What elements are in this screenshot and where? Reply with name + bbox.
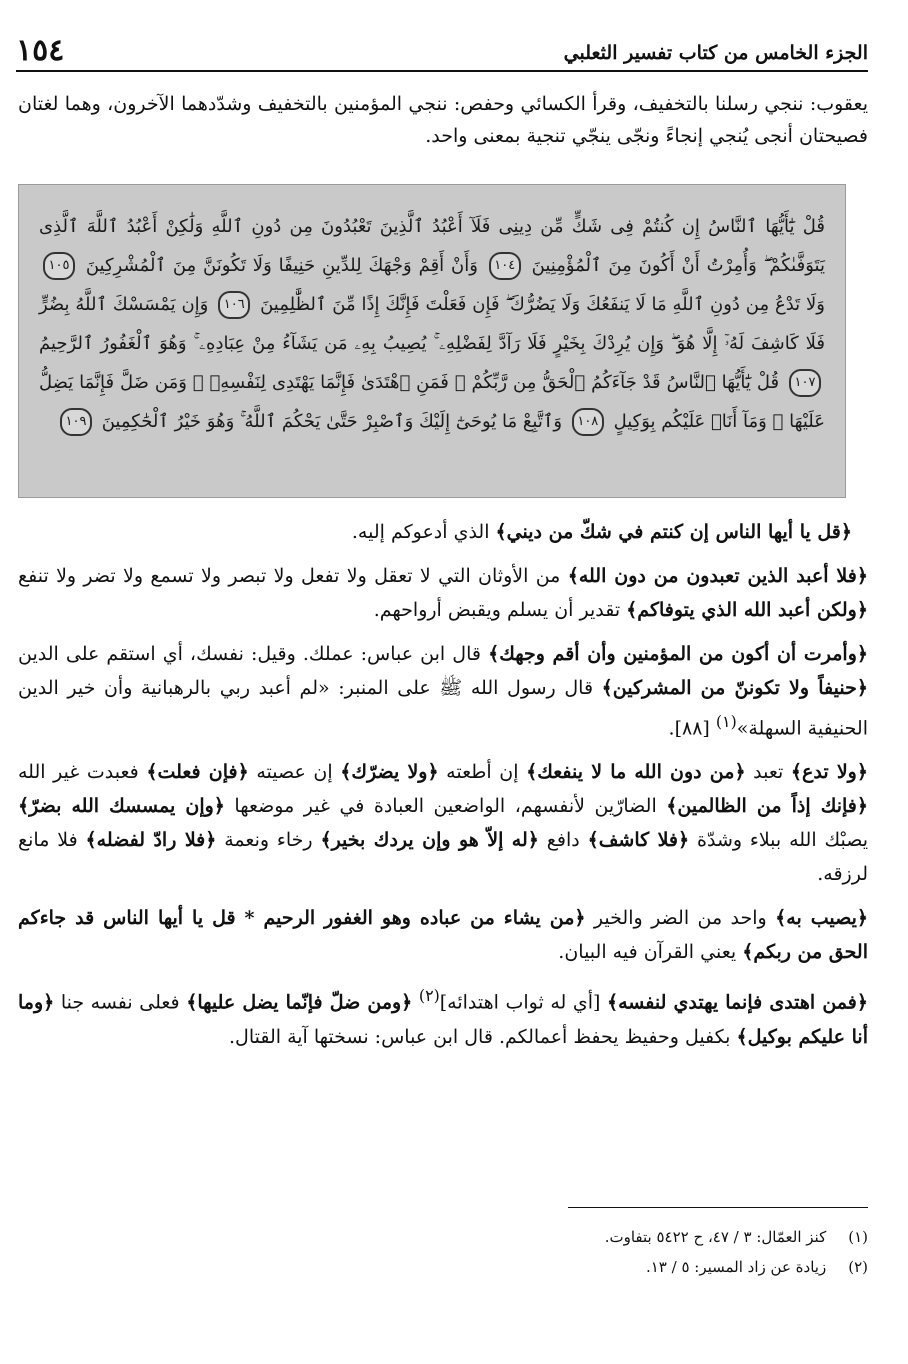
commentary-text: تعبد <box>745 761 791 784</box>
footnote-divider <box>568 1207 868 1208</box>
commentary-paragraph <box>18 559 868 627</box>
commentary-text: بكفيل وحفيظ يحفظ أعمالكم. قال ابن عباس: نسختها آية القتال. <box>228 1025 737 1048</box>
commentary-paragraph <box>18 755 868 891</box>
quoted-verse: ﴿من دون الله ما لا ينفعك﴾ <box>526 761 746 784</box>
footnote-ref[interactable]: (٢) <box>418 986 440 1006</box>
quoted-verse: ﴿فمن اهتدى فإنما يهتدي لنفسه﴾ <box>606 991 868 1014</box>
footnote-item <box>18 1222 868 1252</box>
commentary-text: فلا مانع لرزقه. <box>18 829 868 886</box>
intro-text: يعقوب: ننجي رسلنا بالتخفيف، وقرأ الكسائي وحفص: ننجي المؤمنين بالتخفيف وشدّدهما الآخرون، وهما لغتان فصيحتان أنجى يُنجي إنجاءً ونجّى ينجّي تنجية بمعنى واحد. <box>18 93 868 147</box>
verse-number-marker: ١٠٥ <box>43 252 75 280</box>
commentary-text: قال ابن عباس: عملك. وقيل: نفسك، أي استقم على الدين <box>18 643 489 665</box>
quoted-verse: ﴿وأمرت أن أكون من المؤمنين وأن أقم وجهك﴾ <box>488 643 868 665</box>
page-header <box>16 22 868 72</box>
verse-number-marker: ١٠٧ <box>789 369 821 397</box>
quoted-verse: ﴿ولكن أعبد الله الذي يتوفاكم﴾ <box>626 599 868 621</box>
commentary-text: قال رسول الله ﷺ على المنبر: «لم أعبد ربي بالرهبانية وأن خير الدين الحنيفية السهلة» <box>18 677 868 740</box>
verse-text: وَلَا تَدْعُ مِن دُونِ ٱللَّهِ مَا لَا يَنفَعُكَ وَلَا يَضُرُّكَ ۖ فَإِن فَعَلْتَ فَإِنَّكَ إِذًا مِّنَ ٱلظَّٰلِمِينَ <box>260 294 825 315</box>
verse-number-marker: ١٠٨ <box>572 408 604 436</box>
commentary-text: يصبْك الله ببلاء وشدّة <box>689 829 869 852</box>
quoted-verse: ﴿ولا يضرّك﴾ <box>340 761 439 784</box>
commentary-text: [أي له ثواب اهتدائه] <box>439 991 607 1014</box>
commentary-text: إن أطعته <box>438 761 527 784</box>
quoted-verse: ﴿وما أنا عليكم بوكيل﴾ <box>18 991 868 1048</box>
intro-paragraph <box>18 88 868 152</box>
commentary-text: يعني القرآن فيه البيان. <box>558 941 743 964</box>
verse-text: قُلْ يَٰٓأَيُّهَا ٱلنَّاسُ إِن كُنتُمْ فِى شَكٍّ مِّن دِينِى فَلَآ أَعْبُدُ ٱلَّذِينَ تَعْبُدُونَ مِن دُونِ ٱللَّهِ وَلَٰكِنْ أَعْبُدُ ٱللَّهَ ٱلَّذِى يَتَوَفَّىٰكُمْ ۖ وَأُمِرْتُ أَنْ أَكُونَ مِنَ ٱلْمُؤْمِنِينَ <box>39 216 825 276</box>
footnote-text: زيادة عن زاد المسير: ٥ / ١٣. <box>645 1258 827 1276</box>
commentary-text: دافع <box>538 829 588 852</box>
footnote-text: كنز العمّال: ٣ / ٤٧، ح ٥٤٢٢ بتفاوت. <box>604 1228 827 1246</box>
commentary-text: رخاء ونعمة <box>216 829 321 852</box>
quran-verses-box <box>18 184 846 498</box>
verse-number-marker: ١٠٩ <box>60 408 92 436</box>
footnote-ref[interactable]: (١) <box>715 712 737 731</box>
commentary-text: واحد من الضر والخير <box>585 907 776 930</box>
commentary-text: [٨٨]. <box>668 717 716 740</box>
quoted-verse: ﴿له إلاّ هو وإن يردك بخير﴾ <box>320 829 539 852</box>
commentary-text: الضارّين لأنفسهم، الواضعين العبادة في غير موضعها <box>224 795 667 818</box>
quoted-verse: ﴿ومن ضلّ فإنّما يضل عليها﴾ <box>186 991 413 1014</box>
quoted-verse: ﴿ولا تدع﴾ <box>790 761 868 784</box>
commentary-text: إن عصيته <box>248 761 341 784</box>
commentary-paragraph <box>18 515 868 549</box>
commentary-paragraph <box>18 637 868 745</box>
footnote-number: (١) <box>848 1228 868 1246</box>
footnote-number: (٢) <box>848 1258 868 1276</box>
commentary-text: من الأوثان التي لا تعقل ولا تفعل ولا تبصر ولا تسمع ولا تضر ولا تنفع <box>18 565 568 587</box>
quoted-verse: ﴿وإن يمسسك الله بضرّ﴾ <box>18 795 225 818</box>
verse-number-marker: ١٠٦ <box>218 291 250 319</box>
quoted-verse: ﴿فلا كاشف﴾ <box>587 829 690 852</box>
verse-text: وَإِن يَمْسَسْكَ ٱللَّهُ بِضُرٍّ فَلَا كَاشِفَ لَهُۥٓ إِلَّا هُوَ ۖ وَإِن يُرِدْكَ بِخَيْرٍ فَلَا رَآدَّ لِفَضْلِهِۦ ۚ يُصِيبُ بِهِۦ مَن يَشَآءُ مِنْ عِبَادِهِۦ ۚ وَهُوَ ٱلْغَفُورُ ٱلرَّحِيمُ <box>39 294 825 354</box>
quoted-verse: ﴿يصيب به﴾ <box>775 907 869 930</box>
quoted-verse: ﴿فلا رادّ لفضله﴾ <box>85 829 217 852</box>
quoted-verse: ﴿حنيفاً ولا تكوننّ من المشركين﴾ <box>601 677 868 699</box>
quoted-verse: ﴿فلا أعبد الذين تعبدون من دون الله﴾ <box>567 565 868 587</box>
running-title: الجزء الخامس من كتاب تفسير الثعلبي <box>563 42 868 64</box>
commentary-paragraph <box>18 979 868 1053</box>
quoted-verse: ﴿فإنك إذاً من الظالمين﴾ <box>666 795 869 818</box>
commentary-body <box>18 515 868 1064</box>
commentary-text: فعلى نفسه جنا <box>54 991 187 1014</box>
quoted-verse: ﴿من يشاء من عباده وهو الغفور الرحيم * قل يا أيها الناس قد جاءكم الحق من ربكم﴾ <box>18 907 868 964</box>
verse-number-marker: ١٠٤ <box>489 252 521 280</box>
commentary-text: تقدير أن يسلم ويقبض أرواحهم. <box>373 599 627 621</box>
quoted-verse: ﴿قل يا أيها الناس إن كنتم في شكّ من ديني﴾ <box>495 521 852 543</box>
quran-text <box>39 207 825 441</box>
quoted-verse: ﴿فإن فعلت﴾ <box>146 761 249 784</box>
verse-text: وَأَنْ أَقِمْ وَجْهَكَ لِلدِّينِ حَنِيفًا وَلَا تَكُونَنَّ مِنَ ٱلْمُشْرِكِينَ <box>85 255 478 276</box>
commentary-paragraph <box>18 901 868 969</box>
footnote-item <box>18 1252 868 1282</box>
verse-text: وَٱتَّبِعْ مَا يُوحَىٰٓ إِلَيْكَ وَٱصْبِرْ حَتَّىٰ يَحْكُمَ ٱللَّهُ ۚ وَهُوَ خَيْرُ ٱلْحَٰكِمِينَ <box>101 411 563 432</box>
footnotes <box>18 1222 868 1282</box>
commentary-text: الذي أدعوكم إليه. <box>351 521 496 543</box>
page-number: ١٥٤ <box>16 33 65 68</box>
verse-text: قُلْ يَٰٓأَيُّهَا ٱلنَّاسُ قَدْ جَآءَكُمُ ٱلْحَقُّ مِن رَّبِّكُمْ ۖ فَمَنِ ٱهْتَدَىٰ فَإِنَّمَا يَهْتَدِى لِنَفْسِهِۦ ۖ وَمَن ضَلَّ فَإِنَّمَا يَضِلُّ عَلَيْهَا ۖ وَمَآ أَنَا۠ عَلَيْكُم بِوَكِيلٍ <box>39 372 825 432</box>
commentary-text: فعبدت غير الله <box>18 761 147 784</box>
